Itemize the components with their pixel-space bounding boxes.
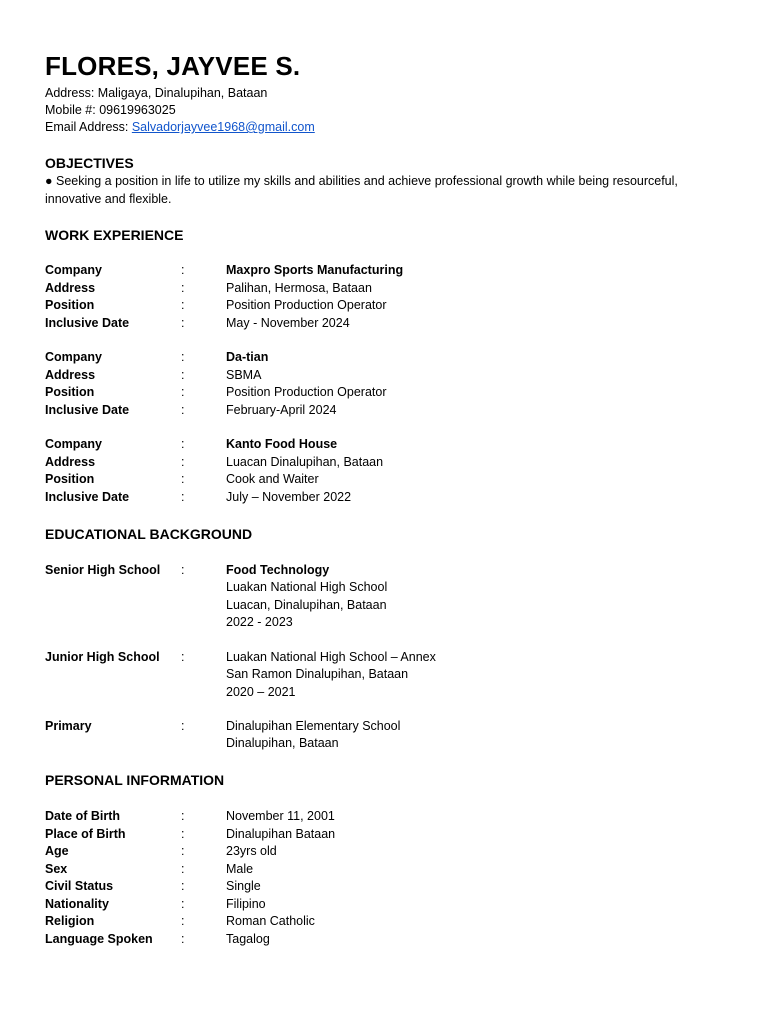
- field-label: Sex: [45, 861, 68, 876]
- email-link[interactable]: Salvadorjayvee1968@gmail.com: [131, 120, 315, 134]
- field-value: Male: [226, 861, 254, 876]
- contact-info: [45, 85, 315, 136]
- email-line: [45, 119, 315, 136]
- job-address-row: [45, 454, 383, 472]
- senior-address: Luacan, Dinalupihan, Bataan: [226, 597, 387, 612]
- field-separator: :: [181, 454, 185, 469]
- job-position-row: [45, 384, 387, 402]
- job-position: Position Production Operator: [226, 298, 387, 312]
- job-address-row: [45, 280, 403, 298]
- personal-info-list: [45, 808, 335, 948]
- field-label: Date of Birth: [45, 809, 120, 823]
- education-level-label: Senior High School: [45, 563, 161, 577]
- address-line: Address: Maligaya, Dinalupihan, Bataan: [45, 86, 268, 100]
- field-separator: :: [181, 719, 185, 733]
- field-separator: :: [181, 350, 185, 364]
- education-level-label: Junior High School: [45, 650, 160, 664]
- senior-years: 2022 - 2023: [226, 614, 293, 629]
- field-separator: :: [181, 826, 185, 841]
- field-label: Position: [45, 298, 95, 312]
- company-address: SBMA: [226, 367, 262, 382]
- field-label: Inclusive Date: [45, 489, 130, 504]
- job-position: Position Production Operator: [226, 385, 387, 399]
- job-entry: [45, 262, 403, 332]
- field-separator: :: [181, 650, 185, 664]
- personal-info-row: [45, 843, 335, 861]
- field-separator: :: [181, 263, 185, 277]
- field-value: Dinalupihan Bataan: [226, 826, 336, 841]
- field-label: Place of Birth: [45, 826, 126, 841]
- senior-strand: Food Technology: [226, 563, 330, 577]
- job-date: May - November 2024: [226, 315, 350, 330]
- field-label: Position: [45, 472, 95, 486]
- field-label: Inclusive Date: [45, 315, 130, 330]
- field-separator: :: [181, 489, 185, 504]
- job-entry: [45, 349, 387, 419]
- job-date-row: [45, 315, 403, 333]
- job-position: Cook and Waiter: [226, 472, 319, 486]
- field-separator: :: [181, 896, 185, 911]
- job-company-row: [45, 436, 383, 454]
- field-label: Address: [45, 280, 96, 295]
- personal-info-row: [45, 826, 335, 844]
- junior-address: San Ramon Dinalupihan, Bataan: [226, 667, 409, 682]
- field-label: Civil Status: [45, 879, 114, 893]
- company-name: Kanto Food House: [226, 437, 338, 451]
- personal-info-row: [45, 808, 335, 826]
- field-separator: :: [181, 367, 185, 382]
- field-value: Roman Catholic: [226, 914, 315, 928]
- field-label: Language Spoken: [45, 931, 153, 946]
- personal-info-row: [45, 913, 335, 931]
- job-date-row: [45, 402, 387, 420]
- job-company-row: [45, 262, 403, 280]
- company-address: Palihan, Hermosa, Bataan: [226, 280, 372, 295]
- field-label: Age: [45, 844, 69, 858]
- field-value: 23yrs old: [226, 844, 277, 858]
- field-label: Nationality: [45, 896, 109, 911]
- field-label: Inclusive Date: [45, 402, 130, 417]
- field-separator: :: [181, 879, 185, 893]
- job-company-row: [45, 349, 387, 367]
- email-label: Email Address:: [45, 120, 132, 134]
- applicant-name: FLORES, JAYVEE S.: [45, 51, 301, 81]
- field-separator: :: [181, 809, 185, 823]
- field-label: Company: [45, 437, 102, 451]
- education-senior: [45, 562, 387, 631]
- field-separator: :: [181, 385, 185, 399]
- junior-years: 2020 – 2021: [226, 684, 296, 699]
- education-level-label: Primary: [45, 719, 92, 733]
- education-title: EDUCATIONAL BACKGROUND: [45, 526, 253, 542]
- company-name: Da-tian: [226, 350, 269, 364]
- field-label: Address: [45, 454, 96, 469]
- field-label: Position: [45, 385, 95, 399]
- field-separator: :: [181, 861, 185, 876]
- field-separator: :: [181, 844, 185, 858]
- primary-address: Dinalupihan, Bataan: [226, 736, 339, 751]
- job-entry: [45, 436, 383, 506]
- field-separator: :: [181, 931, 185, 946]
- field-separator: :: [181, 914, 185, 928]
- job-date: February-April 2024: [226, 402, 337, 417]
- objective-text: ● Seeking a position in life to utilize my skills and abilities and achieve professional growth while being resourceful, innovative and flexible.: [45, 174, 678, 206]
- field-label: Religion: [45, 914, 95, 928]
- personal-info-title: PERSONAL INFORMATION: [45, 772, 225, 788]
- personal-info-row: [45, 878, 335, 896]
- field-value: November 11, 2001: [226, 809, 335, 823]
- field-separator: :: [181, 315, 185, 330]
- personal-info-row: [45, 896, 335, 914]
- job-address-row: [45, 367, 387, 385]
- field-label: Address: [45, 367, 96, 382]
- field-value: Single: [226, 879, 261, 893]
- job-date: July – November 2022: [226, 489, 352, 504]
- field-separator: :: [181, 472, 185, 486]
- field-separator: :: [181, 563, 185, 577]
- field-separator: :: [181, 437, 185, 451]
- field-separator: :: [181, 280, 185, 295]
- job-date-row: [45, 489, 383, 507]
- mobile-line: Mobile #: 09619963025: [45, 103, 176, 117]
- field-value: Tagalog: [226, 931, 270, 946]
- company-address: Luacan Dinalupihan, Bataan: [226, 454, 384, 469]
- primary-school: Dinalupihan Elementary School: [226, 719, 401, 733]
- objectives-title: OBJECTIVES: [45, 155, 134, 171]
- field-separator: :: [181, 298, 185, 312]
- personal-info-row: [45, 861, 335, 879]
- field-label: Company: [45, 263, 102, 277]
- job-position-row: [45, 297, 403, 315]
- field-separator: :: [181, 402, 185, 417]
- education-primary: [45, 718, 400, 753]
- company-name: Maxpro Sports Manufacturing: [226, 263, 404, 277]
- senior-school: Luakan National High School: [226, 580, 388, 595]
- field-label: Company: [45, 350, 102, 364]
- job-position-row: [45, 471, 383, 489]
- junior-school: Luakan National High School – Annex: [226, 650, 436, 664]
- education-junior: [45, 649, 436, 701]
- work-experience-title: WORK EXPERIENCE: [45, 227, 184, 243]
- field-value: Filipino: [226, 896, 266, 911]
- personal-info-row: [45, 931, 335, 949]
